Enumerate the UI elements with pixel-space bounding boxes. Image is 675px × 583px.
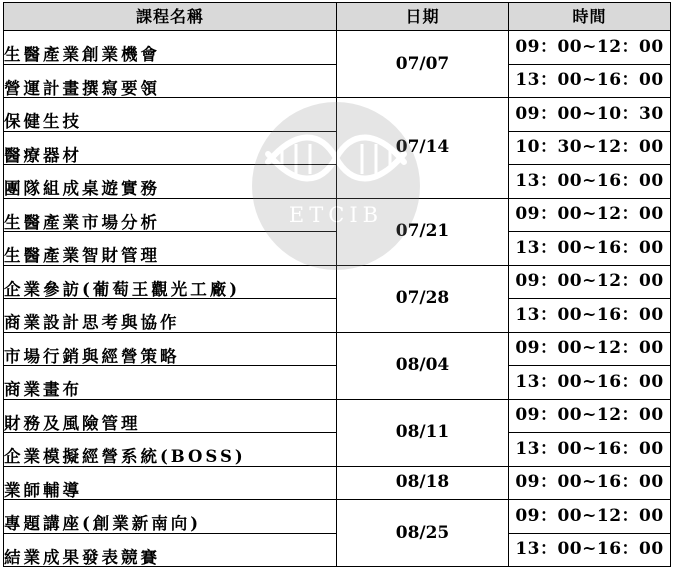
course-time: 10：30~12：00 xyxy=(509,131,671,165)
schedule-container xyxy=(3,2,670,567)
course-time: 13：00~16：00 xyxy=(509,533,671,567)
course-name: 財務及風險管理 xyxy=(4,399,337,433)
course-name: 保健生技 xyxy=(4,98,337,132)
table-row xyxy=(4,332,671,366)
course-name: 企業模擬經營系統(BOSS) xyxy=(4,433,337,467)
course-time: 09：00~12：00 xyxy=(509,31,671,65)
table-row xyxy=(4,198,671,232)
course-time: 09：00~12：00 xyxy=(509,198,671,232)
course-time: 13：00~16：00 xyxy=(509,366,671,400)
course-date: 08/25 xyxy=(337,500,509,567)
course-name: 市場行銷與經營策略 xyxy=(4,332,337,366)
course-date: 07/14 xyxy=(337,98,509,199)
course-time: 13：00~16：00 xyxy=(509,299,671,333)
table-row xyxy=(4,500,671,534)
course-time: 13：00~16：00 xyxy=(509,232,671,266)
course-time: 09：00~12：00 xyxy=(509,332,671,366)
course-date: 07/28 xyxy=(337,265,509,332)
course-date: 07/21 xyxy=(337,198,509,265)
course-time: 09：00~16：00 xyxy=(509,466,671,500)
header-row xyxy=(4,3,671,31)
course-name: 商業設計思考與協作 xyxy=(4,299,337,333)
watermark-text: ETCIB xyxy=(288,203,384,227)
course-date: 08/04 xyxy=(337,332,509,399)
table-row xyxy=(4,98,671,132)
course-name: 業師輔導 xyxy=(4,466,337,500)
course-date: 08/11 xyxy=(337,399,509,466)
course-name: 生醫產業智財管理 xyxy=(4,232,337,266)
table-row xyxy=(4,466,671,500)
course-name: 營運計畫撰寫要領 xyxy=(4,64,337,98)
course-schedule-table xyxy=(3,2,671,567)
course-name: 團隊組成桌遊實務 xyxy=(4,165,337,199)
course-name: 生醫產業市場分析 xyxy=(4,198,337,232)
course-date: 08/18 xyxy=(337,466,509,500)
table-row xyxy=(4,399,671,433)
table-row xyxy=(4,265,671,299)
course-time: 09：00~12：00 xyxy=(509,500,671,534)
course-time: 09：00~10：30 xyxy=(509,98,671,132)
course-name: 商業畫布 xyxy=(4,366,337,400)
table-row xyxy=(4,31,671,65)
course-name: 企業參訪(葡萄王觀光工廠) xyxy=(4,265,337,299)
course-time: 13：00~16：00 xyxy=(509,165,671,199)
header-course-name: 課程名稱 xyxy=(4,3,337,31)
course-date: 07/07 xyxy=(337,31,509,98)
course-time: 09：00~12：00 xyxy=(509,265,671,299)
course-name: 生醫產業創業機會 xyxy=(4,31,337,65)
course-time: 13：00~16：00 xyxy=(509,433,671,467)
course-name: 結業成果發表競賽 xyxy=(4,533,337,567)
header-date: 日期 xyxy=(337,3,509,31)
course-time: 09：00~12：00 xyxy=(509,399,671,433)
course-time: 13：00~16：00 xyxy=(509,64,671,98)
course-name: 專題講座(創業新南向) xyxy=(4,500,337,534)
header-time: 時間 xyxy=(509,3,671,31)
course-name: 醫療器材 xyxy=(4,131,337,165)
